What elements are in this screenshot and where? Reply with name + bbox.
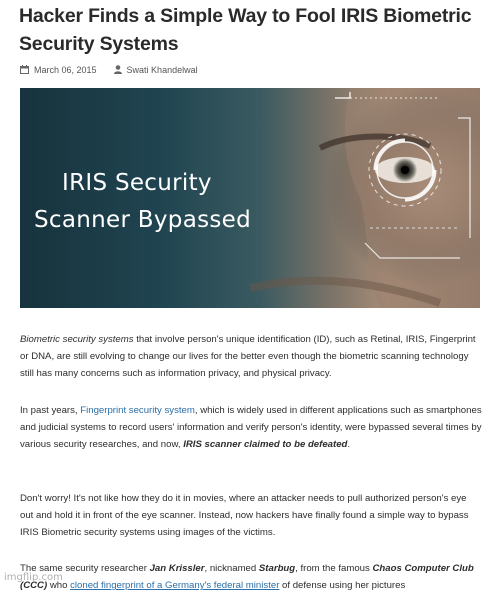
hero-illustration (20, 88, 480, 308)
paragraph-text: , nicknamed (204, 563, 259, 574)
article-title: Hacker Finds a Simple Way to Fool IRIS Biometric Security Systems (19, 5, 472, 55)
paragraph-text: . (347, 439, 351, 451)
article-paragraph (20, 402, 482, 454)
organization-name: Chaos Computer Club (CCC) (20, 563, 474, 592)
paragraph-text: of defense using her pictures (279, 580, 406, 592)
paragraph-text: who (47, 580, 71, 592)
hero-title-line1: IRIS Security (62, 170, 212, 196)
person-name: Jan Krissler (149, 563, 205, 574)
article-author[interactable]: Swati Khandelwal (126, 65, 198, 75)
paragraph-text: , which is widely used in different applications such as smartphones and judicial systems to record users' information and verify person's identity, were bypassed several times by various security researches, and now, (20, 405, 482, 451)
user-icon (114, 65, 122, 76)
hero-title-line2: Scanner Bypassed (34, 207, 252, 233)
article-paragraph (20, 560, 482, 594)
article-date: March 06, 2015 (34, 65, 97, 75)
cloned-fingerprint-link[interactable]: cloned fingerprint of a Germany's federal minister (70, 580, 280, 592)
watermark: imgflip.com (4, 572, 63, 583)
nickname: Starbug (258, 563, 296, 574)
paragraph-text: , from the famous (295, 563, 373, 574)
article-meta (20, 63, 198, 77)
hero-image (20, 88, 480, 308)
calendar-icon (20, 65, 29, 76)
paragraph-text: The same security researcher (20, 563, 150, 574)
emphasis-text: Biometric security systems (20, 334, 134, 345)
paragraph-text: that involve person's unique identification (ID), such as Retinal, IRIS, Fingerprint or DNA, are still evolving to change our lives for the better even though the biometric scanning technology still has many concerns such as information privacy, and physical privacy. (20, 334, 476, 380)
article-paragraph (20, 331, 482, 383)
fingerprint-security-link[interactable]: Fingerprint security system (80, 405, 195, 416)
emphasis-text: IRIS scanner claimed to be defeated (183, 439, 348, 451)
paragraph-text: In past years, (20, 405, 81, 416)
article-paragraph: Don't worry! It's not like how they do it in movies, where an attacker needs to pull authorized person's eye out and hold it in front of the eye scanner. Instead, now hackers have finally found a simple way to bypass IRIS Biometric security systems using images of the victims. (20, 493, 469, 539)
